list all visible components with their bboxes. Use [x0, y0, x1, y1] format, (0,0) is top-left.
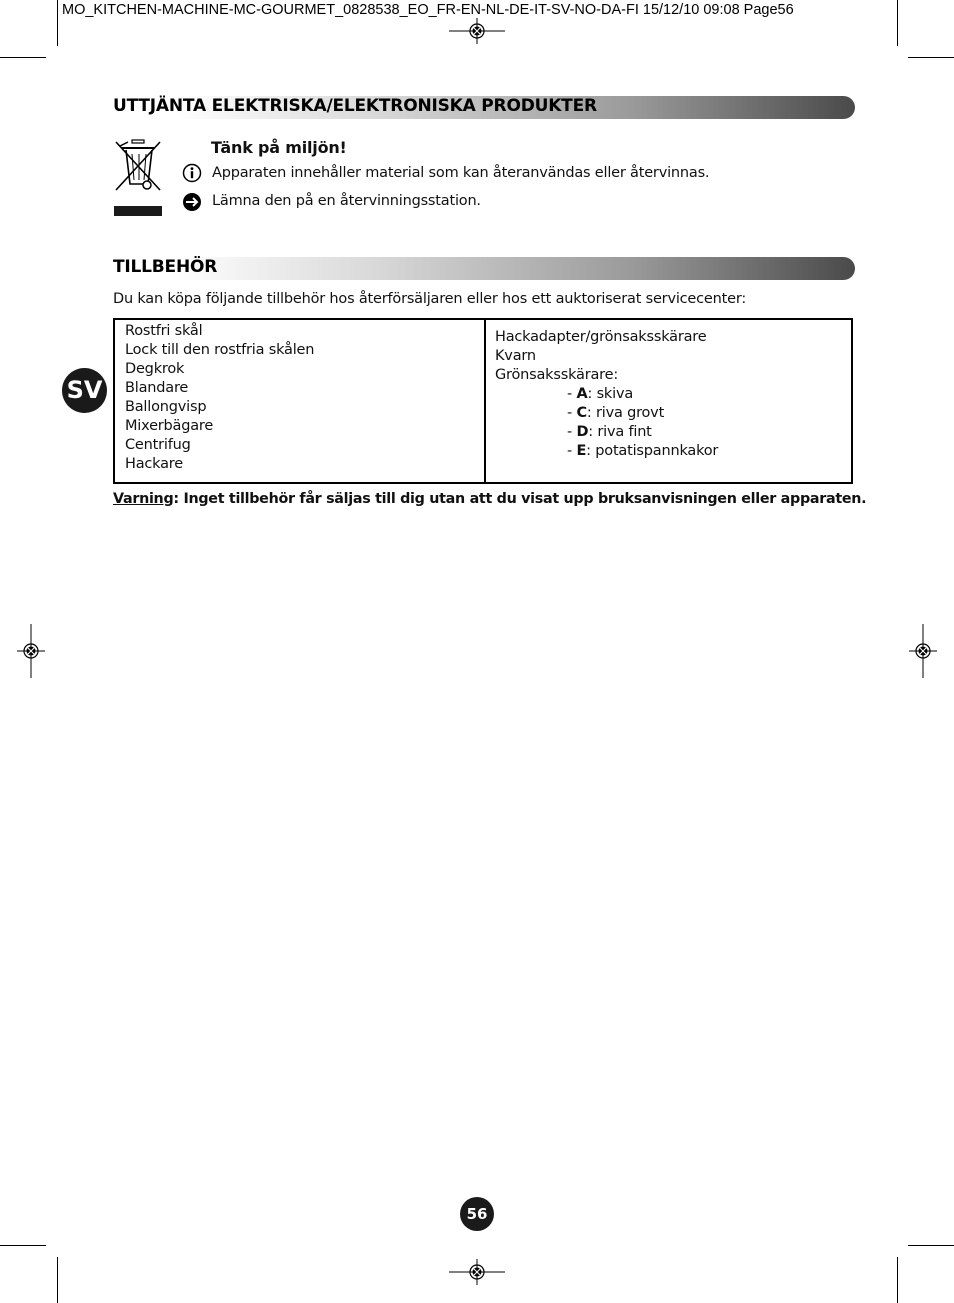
disc-text: : riva fint	[588, 424, 652, 440]
list-item: Rostfri skål	[125, 323, 203, 339]
list-item: Hackare	[125, 456, 183, 472]
disc-text: : potatispannkakor	[586, 443, 719, 459]
info-icon	[182, 163, 202, 183]
registration-mark-icon	[909, 624, 937, 678]
disc-prefix: -	[567, 443, 577, 459]
disc-text: : riva grovt	[586, 405, 665, 421]
arrow-right-icon	[182, 192, 202, 212]
disc-item	[567, 443, 718, 459]
registration-mark-icon	[449, 1259, 505, 1285]
section-title-accessories: TILLBEHÖR	[113, 257, 218, 277]
list-item: Kvarn	[495, 348, 536, 364]
crop-mark	[57, 0, 58, 46]
file-header: MO_KITCHEN-MACHINE-MC-GOURMET_0828538_EO_FR-EN-NL-DE-IT-SV-NO-DA-FI 15/12/10 09:08 Page56	[62, 2, 794, 18]
language-badge: SV	[62, 368, 107, 413]
info-text: Apparaten innehåller material som kan återanvändas eller återvinnas.	[212, 165, 710, 181]
disc-item	[567, 424, 652, 440]
crop-mark	[897, 0, 898, 46]
disc-prefix: -	[567, 405, 577, 421]
list-item: Centrifug	[125, 437, 191, 453]
disc-text: : skiva	[587, 386, 634, 402]
crop-mark	[908, 1245, 954, 1246]
warning-line	[113, 491, 866, 507]
crop-mark	[57, 1257, 58, 1303]
list-item: Lock till den rostfria skålen	[125, 342, 315, 358]
page-number: 56	[460, 1197, 494, 1231]
section-title-weee: UTTJÄNTA ELEKTRISKA/ELEKTRONISKA PRODUKTER	[113, 96, 597, 116]
crop-mark	[0, 57, 46, 58]
list-item: Grönsaksskärare:	[495, 367, 619, 383]
disc-key: A	[576, 386, 588, 402]
list-item: Blandare	[125, 380, 189, 396]
disc-prefix: -	[567, 386, 577, 402]
registration-mark-icon	[17, 624, 45, 678]
disc-key: D	[576, 424, 589, 440]
warning-label: Varning	[113, 491, 174, 507]
disc-prefix: -	[567, 424, 577, 440]
crop-mark	[897, 1257, 898, 1303]
list-item: Hackadapter/grönsaksskärare	[495, 329, 707, 345]
accessories-table	[113, 318, 853, 484]
disc-key: E	[576, 443, 587, 459]
crop-mark	[908, 57, 954, 58]
disc-item	[567, 386, 633, 402]
warning-text: : Inget tillbehör får säljas till dig utan att du visat upp bruksanvisningen eller apparaten.	[173, 491, 867, 507]
section-heading-bar	[113, 257, 855, 280]
crossed-bin-icon	[112, 138, 164, 218]
recycle-text: Lämna den på en återvinningsstation.	[212, 193, 481, 209]
table-divider	[484, 320, 486, 482]
list-item: Ballongvisp	[125, 399, 207, 415]
disc-item	[567, 405, 664, 421]
list-item: Mixerbägare	[125, 418, 214, 434]
list-item: Degkrok	[125, 361, 185, 377]
accessories-intro: Du kan köpa följande tillbehör hos återförsäljaren eller hos ett auktoriserat servicecenter:	[113, 291, 747, 307]
disc-key: C	[576, 405, 587, 421]
registration-mark-icon	[449, 18, 505, 44]
subtitle-environment: Tänk på miljön!	[211, 138, 347, 157]
crop-mark	[0, 1245, 46, 1246]
